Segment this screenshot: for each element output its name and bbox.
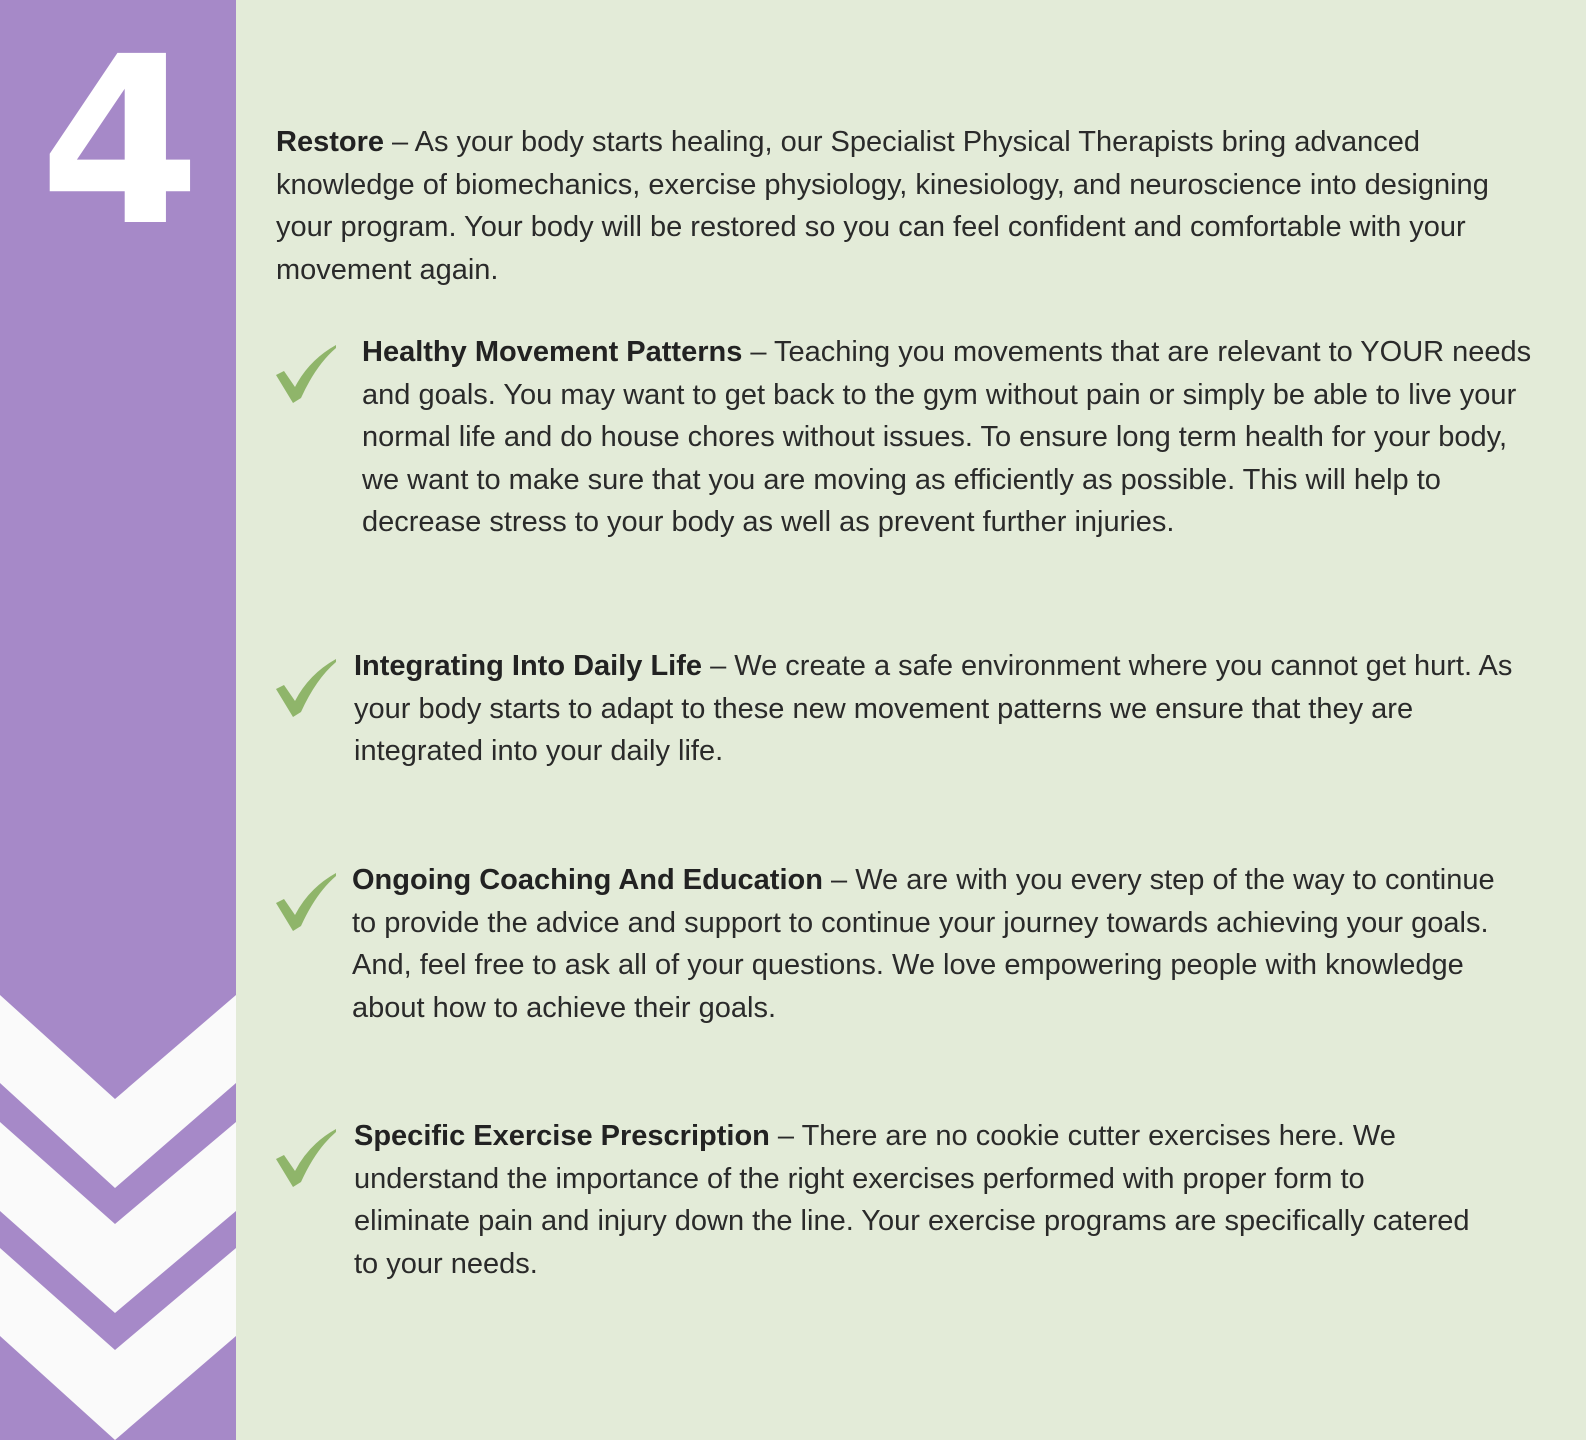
item-title: Healthy Movement Patterns: [362, 336, 743, 368]
list-item-text: [362, 331, 1542, 544]
intro-text: As your body starts healing, our Specialist Physical Therapists bring advanced knowledge of biomechanics, exercise physiology, kinesiology, and neuroscience into designing your program. Your body will be restored so you can feel confident and comfortable with your movement again.: [276, 126, 1489, 286]
item-title: Integrating Into Daily Life: [354, 650, 703, 682]
intro-heading: Restore: [276, 126, 384, 158]
item-separator: –: [702, 650, 735, 682]
list-item-text: [354, 1115, 1484, 1285]
chevron-down-decoration-icon: [0, 0, 236, 1440]
item-description: There are no cookie cutter exercises here. We understand the importance of the right exercises performed with proper form to eliminate pain and injury down the line. Your exercise programs are specifically catered to your needs.: [354, 1120, 1470, 1280]
content-area: [276, 121, 1546, 1280]
item-separator: –: [742, 336, 775, 368]
item-title: Specific Exercise Prescription: [354, 1120, 770, 1152]
checkmark-icon: [276, 1129, 336, 1187]
step-number: 4: [39, 7, 197, 277]
item-title: Ongoing Coaching And Education: [352, 864, 823, 896]
sidebar-panel: [0, 0, 236, 1440]
list-item-text: [354, 645, 1514, 773]
item-description: We are with you every step of the way to continue to provide the advice and support to continue your journey towards achieving your goals. And, feel free to ask all of your questions. We love empowering people with knowledge about how to achieve their goals.: [352, 864, 1495, 1024]
item-description: We create a safe environment where you cannot get hurt. As your body starts to adapt to these new movement patterns we ensure that they are integrated into your daily life.: [354, 650, 1513, 767]
list-item-text: [352, 859, 1522, 1029]
item-description: Teaching you movements that are relevant to YOUR needs and goals. You may want to get back to the gym without pain or simply be able to live your normal life and do house chores without issues. To ensure long term health for your body, we want to make sure that you are moving as efficiently as possible. This will help to decrease stress to your body as well as prevent further injuries.: [362, 336, 1532, 538]
checkmark-icon: [276, 659, 336, 717]
intro-separator: –: [384, 126, 415, 158]
checkmark-icon: [276, 873, 336, 931]
item-separator: –: [769, 1120, 802, 1152]
item-separator: –: [822, 864, 856, 896]
intro-paragraph: [276, 121, 1506, 291]
checkmark-icon: [276, 345, 336, 403]
